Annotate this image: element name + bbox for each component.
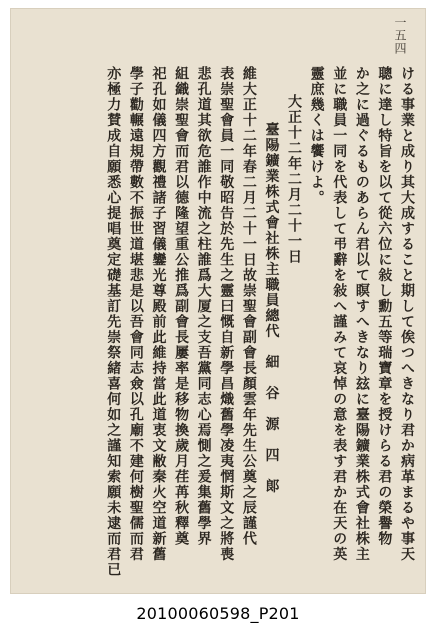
vertical-text-block bbox=[94, 66, 418, 578]
text-column: 臺陽鑛業株式會社株主職員總代 細 谷 源 四 郞 bbox=[263, 122, 280, 494]
text-column: 祀孔如儀四方觀禮諸子習儀鑾光尊殿前此維持當此道衷文敝秦火空道新舊 bbox=[150, 66, 167, 562]
text-column: 維大正十二年春二月二十一日故崇聖會副會長顏雲年先生公奠之辰謹代 bbox=[240, 66, 257, 547]
text-column: 表崇聖會員一同敬昭告於先生之靈曰慨自新學昌熾舊學凌夷惘斯文之將喪 bbox=[218, 66, 235, 562]
text-column: ける事業と成り其大成すること期して俟つへきなり君か病革まるや事天 bbox=[399, 66, 415, 562]
text-column: 亦極力賛成自願悉心提唱奠定礎基訂先崇祭緒喜何如之謹知索願未逮而君已 bbox=[105, 66, 122, 578]
image-caption: 20100060598_P201 bbox=[136, 604, 300, 623]
text-column: 聰に達し特旨を以て從六位に敍し勳五等瑞寶章を授けらる君の榮譽物 bbox=[376, 66, 393, 547]
text-column: 並に職員一同を代表して弔辭を敍へ謹みて哀悼の意を表す君か在天の英 bbox=[331, 66, 348, 562]
text-column: か之に過ぐるものあらん君以て瞑すへきなり玆に臺陽鑛業株式會社株主 bbox=[353, 66, 370, 562]
text-column: 大正十二年二月二十一日 bbox=[286, 94, 303, 265]
page-number: 一五四 bbox=[393, 16, 407, 55]
document-page bbox=[10, 8, 426, 594]
text-column: 組織崇聖會而君以德隆望重公推爲副會長屢率是移物換歲月荏苒秋釋奠 bbox=[173, 66, 190, 547]
text-column: 悲孔道其欲危誰作中流之柱誰爲大厦之支吾黨同志心焉惻之爰集舊學界 bbox=[195, 66, 212, 547]
text-column: 學子勸輾遠規帶數不振世道堪悲是以吾會同志僉以孔廟不建何樹聖儒而君 bbox=[127, 66, 144, 562]
text-column: 靈庶幾くは饗けよ。 bbox=[308, 66, 325, 206]
